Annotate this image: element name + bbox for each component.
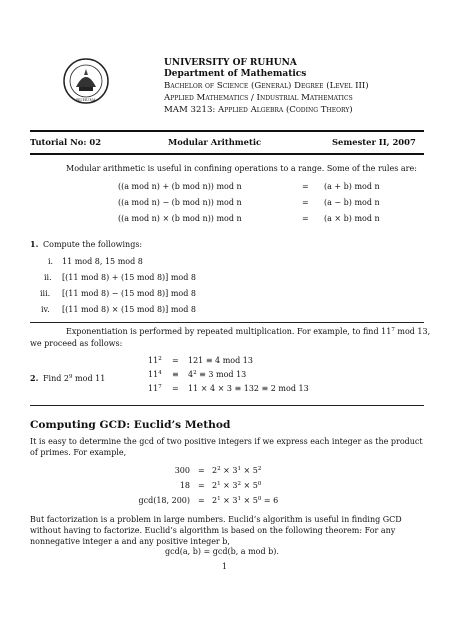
gcd-paragraph-2: But factorization is a problem in large numbers. Euclid’s algorithm is useful in finding GCD without having to factorize. Euclid’s algorithm is based on the following theorem: For any nonnegative integer a and any positive integer b, — [30, 515, 402, 546]
university-logo — [62, 57, 110, 105]
expo-step-2-eq: ≡ — [172, 370, 179, 379]
rule-2-eq: = — [302, 198, 309, 207]
tutorial-semester: Semester II, 2007 — [332, 137, 416, 147]
q1-part-label: ii. — [44, 273, 52, 282]
expo-step-1-lhs: $11^2$ — [148, 356, 162, 365]
expo-step-1-rhs: 121 ≡ 4 mod 13 — [188, 356, 253, 365]
q2-text: Find $2^9$ mod 11 — [43, 374, 106, 383]
q2-number: 2. — [30, 373, 39, 383]
q1-part-label: iv. — [41, 305, 50, 314]
header-rule-top — [30, 130, 424, 132]
rule-3-lhs: ((a mod n) × (b mod n)) mod n — [118, 214, 242, 223]
university-name: UNIVERSITY OF RUHUNA — [164, 58, 297, 68]
rule-2-lhs: ((a mod n) − (b mod n)) mod n — [118, 198, 242, 207]
subjects-line: Applied Mathematics / Industrial Mathematics — [164, 93, 353, 103]
header-rule-bottom — [30, 153, 424, 155]
gcd-example-eq: = — [198, 496, 205, 505]
euclid-theorem: gcd(a, b) = gcd(b, a mod b). — [165, 547, 279, 556]
expo-step-2-lhs: $11^4$ — [148, 370, 162, 379]
q1-prompt: Compute the followings: — [43, 240, 143, 249]
rule-3-rhs: (a × b) mod n — [324, 214, 380, 223]
q1-part-text: [(11 mod 8) × (15 mod 8)] mod 8 — [62, 305, 196, 314]
expo-step-3-rhs: 11 × 4 × 3 ≡ 132 ≡ 2 mod 13 — [188, 384, 309, 393]
expo-step-1-eq: = — [172, 356, 179, 365]
course-line: MAM 3213: Applied Algebra (Coding Theory) — [164, 105, 353, 115]
section-rule — [30, 322, 424, 323]
rule-1-eq: = — [302, 182, 309, 191]
rule-1-lhs: ((a mod n) + (b mod n)) mod n — [118, 182, 242, 191]
q1-number: 1. — [30, 239, 39, 249]
expo-step-3-lhs: $11^7$ — [148, 384, 162, 393]
expo-step-2-rhs: $4^2 \equiv 3$ mod 13 — [188, 370, 247, 379]
q1-part-text: [(11 mod 8) − (15 mod 8)] mod 8 — [62, 289, 196, 298]
q1-part-label: i. — [48, 257, 54, 266]
q1-part-text: [(11 mod 8) + (15 mod 8)] mod 8 — [62, 273, 196, 282]
factor-300-rhs: $2^2 \times 3^1 \times 5^2$ — [212, 466, 262, 475]
tutorial-number: Tutorial No: 02 — [30, 137, 102, 147]
expo-step-3-eq: = — [172, 384, 179, 393]
factor-300-eq: = — [198, 466, 205, 475]
expo-line-1: Exponentiation is performed by repeated multiplication. For example, to find $11^7$ mod 13, — [66, 327, 431, 336]
q1-part-label: iii. — [40, 289, 51, 298]
tutorial-topic: Modular Arithmetic — [168, 137, 262, 147]
section-rule — [30, 405, 424, 406]
q1-part-text: 11 mod 8, 15 mod 8 — [62, 257, 143, 266]
rule-1-rhs: (a + b) mod n — [324, 182, 380, 191]
rule-2-rhs: (a − b) mod n — [324, 198, 380, 207]
expo-line-2: we proceed as follows: — [30, 339, 123, 348]
svg-text:RUHUNA: RUHUNA — [76, 97, 96, 102]
factor-18-eq: = — [198, 481, 205, 490]
factor-18-rhs: $2^1 \times 3^2 \times 5^0$ — [212, 481, 262, 490]
intro-text: Modular arithmetic is useful in confining operations to a range. Some of the rules are: — [66, 164, 417, 173]
gcd-paragraph-1: It is easy to determine the gcd of two positive integers if we express each integer as the product of primes. For example, — [30, 437, 423, 457]
rule-3-eq: = — [302, 214, 309, 223]
page-number: 1 — [222, 562, 228, 571]
degree-line: Bachelor of Science (General) Degree (Level III) — [164, 81, 369, 91]
department-name: Department of Mathematics — [164, 69, 307, 79]
gcd-section-title: Computing GCD: Euclid’s Method — [30, 419, 231, 431]
gcd-example-rhs: $2^1 \times 3^1 \times 5^0 = 6$ — [212, 496, 279, 505]
